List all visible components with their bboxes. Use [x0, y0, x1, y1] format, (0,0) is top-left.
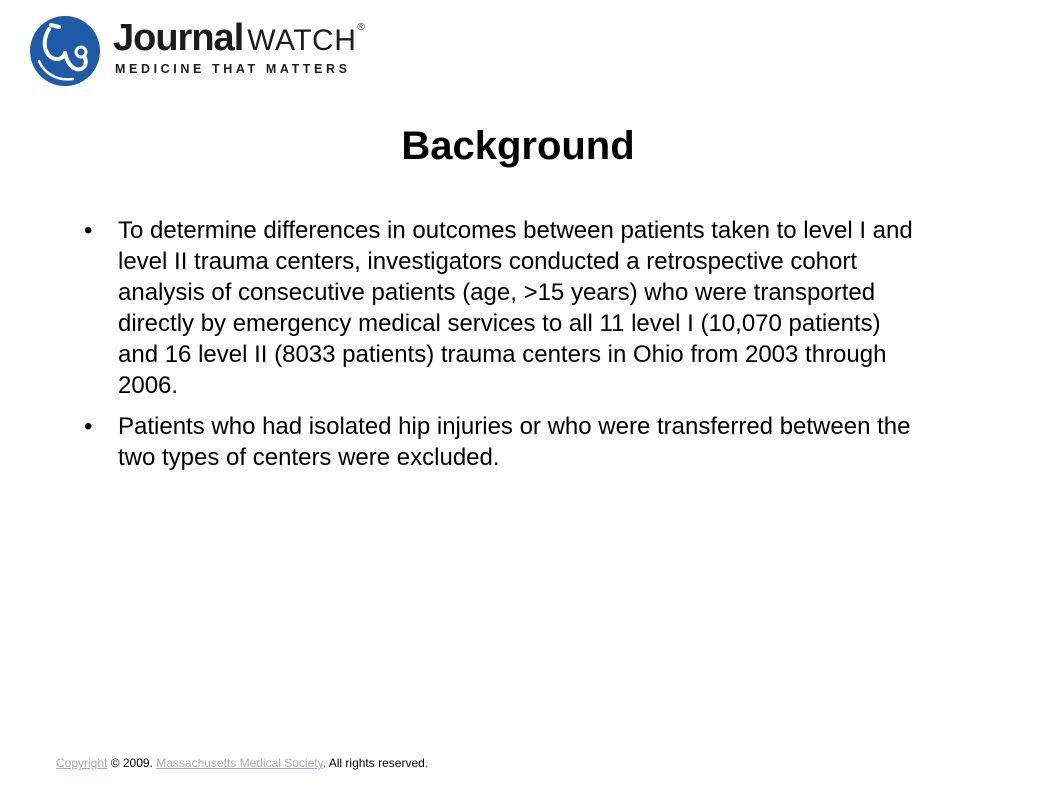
bullet-dot: • [84, 217, 93, 244]
society-link[interactable]: Massachusetts Medical Society [156, 756, 323, 770]
bullet-text: To determine differences in outcomes between patients taken to level I and level II trauma centers, investigators conducted a retrospective cohort analysis of consecutive patients (age, >15 years) who were transported directly by emergency medical services to all 11 level I (10,070 patients) and 16 level II (8033 patients) trauma centers in Ohio from 2003 through 2006. [118, 217, 913, 399]
bullet-item [84, 215, 924, 401]
stethoscope-logo-icon [29, 15, 101, 87]
footer [56, 756, 428, 770]
logo-wordmark [113, 19, 365, 57]
bullet-item [84, 411, 924, 473]
journal-watch-logo [29, 15, 374, 87]
logo-word-watch: WATCH [247, 24, 357, 57]
bullet-text: Patients who had isolated hip injuries or who were transferred between the two types of centers were excluded. [118, 413, 911, 471]
rights-text: . All rights reserved. [322, 756, 429, 770]
registered-mark: ® [357, 22, 365, 33]
bullet-dot: • [84, 413, 93, 440]
copyright-text: © 2009. [107, 756, 157, 770]
bullet-list [84, 215, 924, 483]
logo-word-journal: Journal [113, 17, 244, 59]
logo-tagline: MEDICINE THAT MATTERS [115, 62, 351, 76]
copyright-link[interactable]: Copyright [56, 756, 108, 770]
slide-title: Background [401, 124, 635, 168]
